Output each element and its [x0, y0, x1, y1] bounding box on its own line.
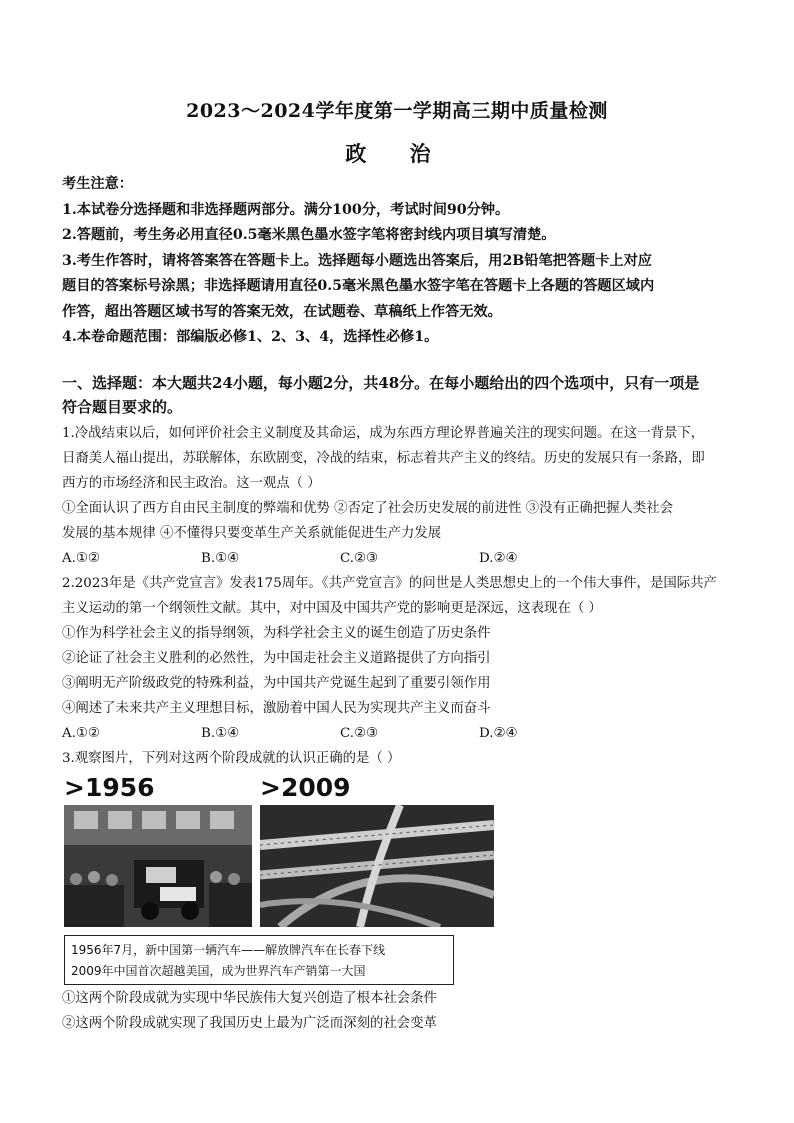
notice-item: 4.本卷命题范围：部编版必修1、2、3、4，选择性必修1。 [62, 329, 439, 345]
question-3-stem [62, 746, 742, 771]
question-line: ④阐述了未来共产主义理想目标，激励着中国人民为实现共产主义而奋斗 [62, 701, 491, 716]
question-3-statements [62, 986, 437, 1036]
option-a: A.①② [62, 726, 100, 741]
notice-item: 题目的答案标号涂黑；非选择题请用直径0.5毫米黑色墨水签字笔在答题卡上各题的答题区域内 [62, 278, 655, 294]
question-line: ①这两个阶段成就为实现中华民族伟大复兴创造了根本社会条件 [62, 991, 437, 1006]
candidate-notice [62, 172, 742, 351]
option-b: B.①④ [201, 551, 240, 566]
answer-options [62, 546, 742, 571]
option-c: C.②③ [340, 726, 379, 741]
question-1 [62, 421, 742, 571]
option-c: C.②③ [340, 551, 379, 566]
section-heading-line: 符合题目要求的。 [62, 398, 183, 416]
highway-interchange-photo [260, 805, 494, 927]
notice-item: 1.本试卷分选择题和非选择题两部分。满分100分，考试时间90分钟。 [62, 201, 510, 218]
question-line: 3.观察图片，下列对这两个阶段成就的认识正确的是（ ） [62, 751, 401, 766]
question-2 [62, 571, 742, 746]
question-line: 西方的市场经济和民主政治。这一观点（ ） [62, 476, 321, 491]
question-line: ②论证了社会主义胜利的必然性，为中国走社会主义道路提供了方向指引 [62, 651, 491, 666]
notice-heading: 考生注意： [62, 176, 133, 192]
question-line: 日裔美人福山提出，苏联解体，东欧剧变，冷战的结束，标志着共产主义的终结。历史的发展只有一条路，即 [62, 451, 705, 466]
question-line: ③阐明无产阶级政党的特殊利益，为中国共产党诞生起到了重要引领作用 [62, 676, 491, 691]
notice-item: 3.考生作答时，请将答案答在答题卡上。选择题每小题选出答案后，用2B铅笔把答题卡上对应 [62, 252, 652, 269]
year-label-1956: >1956 [64, 773, 155, 802]
answer-options [62, 721, 742, 746]
notice-item: 作答，超出答题区域书写的答案无效，在试题卷、草稿纸上作答无效。 [62, 303, 502, 320]
option-a: A.①② [62, 551, 100, 566]
question-line: ②这两个阶段成就实现了我国历史上最为广泛而深刻的社会变革 [62, 1016, 437, 1031]
interchange-illustration [260, 805, 494, 927]
question-line: ①全面认识了西方自由民主制度的弊端和优势 ②否定了社会历史发展的前进性 ③没有正确把握人类社会 [62, 501, 674, 516]
subject-title: 政 治 [345, 141, 449, 166]
caption-line-2009: 2009年中国首次超越美国，成为世界汽车产销第一大国 [71, 964, 366, 978]
factory-truck-photo [64, 805, 252, 927]
year-label-2009: >2009 [260, 773, 351, 802]
comparison-photos [64, 773, 496, 931]
section-heading [62, 371, 742, 419]
notice-item: 2.答题前，考生务必用直径0.5毫米黑色墨水签字笔将密封线内项目填写清楚。 [62, 227, 556, 243]
question-line: 主义运动的第一个纲领性文献。其中，对中国及中国共产党的影响更是深远，这表现在（ ） [62, 601, 602, 616]
option-b: B.①④ [201, 726, 240, 741]
question-line: 1.冷战结束以后，如何评价社会主义制度及其命运，成为东西方理论界普遍关注的现实问题。在这一背景下， [62, 426, 705, 441]
question-line: ①作为科学社会主义的指导纲领，为科学社会主义的诞生创造了历史条件 [62, 626, 491, 641]
question-line: 2.2023年是《共产党宣言》发表175周年。《共产党宣言》的问世是人类思想史上的一个伟大事件，是国际共产 [62, 576, 717, 591]
truck-illustration [64, 805, 252, 927]
question-line: 发展的基本规律 ④不懂得只要变革生产关系就能促进生产力发展 [62, 526, 442, 541]
option-d: D.②④ [479, 551, 518, 566]
exam-title: 2023～2024学年度第一学期高三期中质量检测 [186, 100, 608, 122]
option-d: D.②④ [479, 726, 518, 741]
photo-caption [64, 935, 454, 985]
caption-line-1956: 1956年7月，新中国第一辆汽车——解放牌汽车在长春下线 [71, 943, 386, 957]
section-heading-line: 一、选择题：本大题共24小题，每小题2分，共48分。在每小题给出的四个选项中，只有一项是 [62, 374, 700, 392]
